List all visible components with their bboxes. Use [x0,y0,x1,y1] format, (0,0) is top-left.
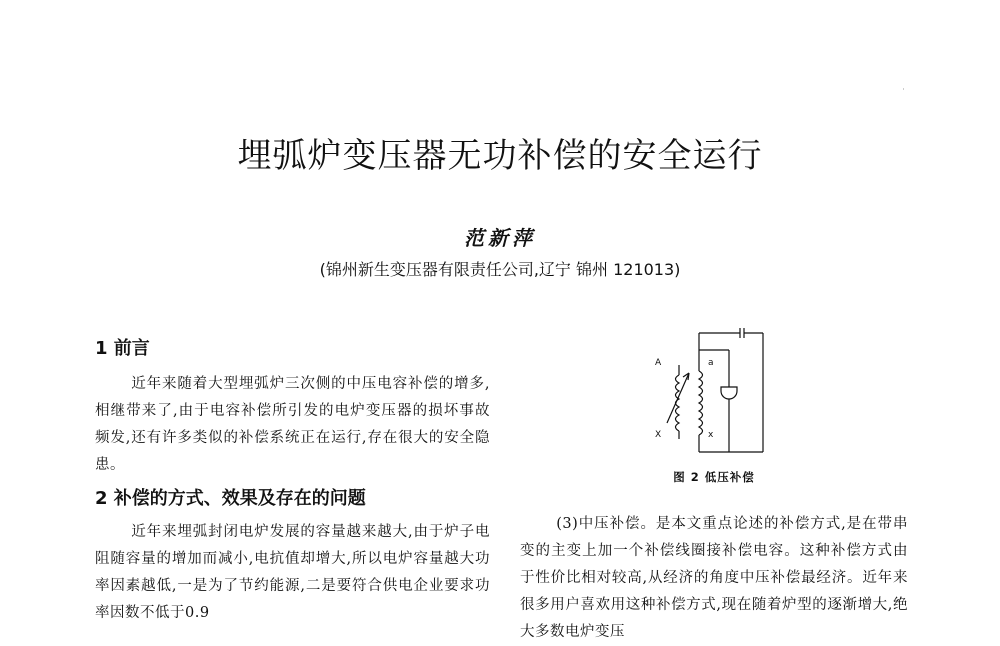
figure-caption: 图 2 低压补偿 [673,470,755,484]
paper-title: 埋弧炉变压器无功补偿的安全运行 [237,136,763,176]
scan-mark [903,88,904,90]
label-x: x [708,430,714,440]
section-heading-methods: 2 补偿的方式、效果及存在的问题 [95,488,366,509]
circuit-diagram [645,325,765,465]
section-body-methods: 近年来埋弧封闭电炉发展的容量越来越大,由于炉子电阻随容量的增加而减小,电抗值却增大,所以电炉容量越大功率因素越低,一是为了节约能源,二是要符合供电企业要求功率因数不低于0.9 [95,524,490,621]
label-X: X [655,430,662,440]
author-name: 范新萍 [464,226,536,250]
affiliation: (锦州新生变压器有限责任公司,辽宁 锦州 121013) [319,260,681,279]
right-column [520,325,908,646]
secondary-coil [699,371,703,435]
label-a: a [708,358,714,368]
section-body-medium-voltage: (3)中压补偿。是本文重点论述的补偿方式,是在带串变的主变上加一个补偿线圈接补偿电容。这种补偿方式由于性价比相对较高,从经济的角度中压补偿最经济。近年来很多用户喜欢用这种补偿方式,现在随着炉型的逐渐增大,绝大多数电炉变压 [520,516,908,640]
section-body-intro: 近年来随着大型埋弧炉三次侧的中压电容补偿的增多,相继带来了,由于电容补偿所引发的电炉变压器的损坏事故频发,还有许多类似的补偿系统正在运行,存在很大的安全隐患。 [95,376,490,473]
section-heading-intro: 1 前言 [95,338,150,359]
figure-low-voltage-compensation [520,325,908,485]
left-column [95,336,490,627]
label-A: A [655,358,662,368]
load-symbol [721,387,737,399]
